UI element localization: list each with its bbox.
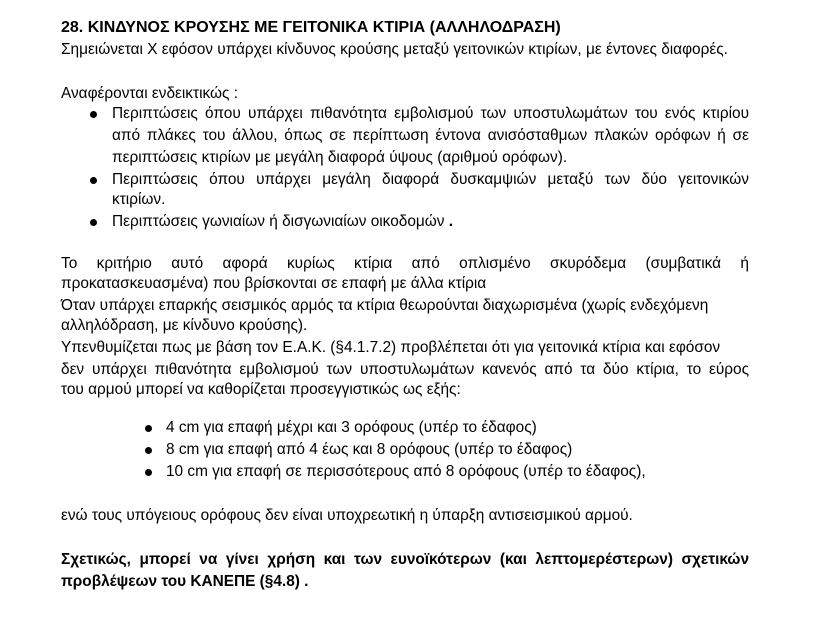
joints-closing: ενώ τους υπόγειους ορόφους δεν είναι υποχρεωτική η ύπαρξη αντισεισμικού αρμού. [61,507,633,524]
body-p3-line-2: δεν υπάρχει πιθανότητα εμβολισμού των υποστυλωμάτων κανενός από τα δύο κτίρια, το εύρος [61,361,749,378]
joint-item-1: 4 cm για επαφή μέχρι και 3 ορόφους (υπέρ το έδαφος) [166,419,537,436]
body-p1-line-2: προκατασκευασμένα) που βρίσκονται σε επαφή με άλλα κτίρια [61,275,487,292]
body-p3-line-3: του αρμού μπορεί να καθορίζεται προσεγγιστικώς ως εξής: [61,381,461,398]
example-item-3-line-1 [112,212,453,232]
bullet-icon [90,177,97,184]
example-item-3-period: . [448,213,454,230]
section-heading: 28. ΚΙΝΔΥΝΟΣ ΚΡΟΥΣΗΣ ΜΕ ΓΕΙΤΟΝΙΚΑ ΚΤΙΡΙΑ (ΑΛΛΗΛΟΔΡΑΣΗ) [61,19,561,36]
example-item-1-line-1: Περιπτώσεις όπου υπάρχει πιθανότητα εμβολισμού των υποστυλωμάτων του ενός κτιρίου [112,105,749,122]
body-p1-line-1: Το κριτήριο αυτό αφορά κυρίως κτίρια από οπλισμένο σκυρόδεμα (συμβατικά ή [61,255,749,272]
bullet-icon [145,447,152,454]
section-intro: Σημειώνεται Χ εφόσον υπάρχει κίνδυνος κρούσης μεταξύ γειτονικών κτιρίων, με έντονες διαφορές. [61,41,728,58]
body-p2-line-2: αλληλόδραση, με κίνδυνο κρούσης). [61,317,308,334]
body-p2-line-1: Όταν υπάρχει επαρκής σεισμικός αρμός τα κτίρια θεωρούνται διαχωρισμένα (χωρίς ενδεχόμενη [61,297,709,314]
body-p3-line-1: Υπενθυμίζεται πως με βάση τον Ε.Α.Κ. (§4.1.7.2) προβλέπεται ότι για γειτονικά κτίρια και εφόσον [61,339,721,356]
example-item-3-text: Περιπτώσεις γωνιαίων ή δισγωνιαίων οικοδομών [112,213,445,230]
joint-item-2: 8 cm για επαφή από 4 έως και 8 ορόφους (υπέρ το έδαφος) [166,441,573,458]
bullet-icon [90,219,97,226]
example-item-2-line-1: Περιπτώσεις όπου υπάρχει μεγάλη διαφορά δυσκαμψιών μεταξύ των δύο γειτονικών [112,171,749,188]
joint-item-3: 10 cm για επαφή σε περισσότερους από 8 ορόφους (υπέρ το έδαφος), [166,463,646,480]
example-item-2-line-2: κτιρίων. [112,191,166,208]
examples-lead: Αναφέρονται ενδεικτικώς : [61,85,238,102]
example-item-1-line-3: περιπτώσεις κτιρίων με μεγάλη διαφορά ύψους (αριθμού ορόφων). [112,149,568,166]
note-line-2: προβλέψεων του ΚΑΝΕΠΕ (§4.8) . [61,573,309,590]
bullet-icon [90,111,97,118]
note-line-1: Σχετικώς, μπορεί να γίνει χρήση και των ευνοϊκότερων (και λεπτομερέστερων) σχετικών [61,551,749,568]
bullet-icon [145,469,152,476]
bullet-icon [145,425,152,432]
example-item-1-line-2: από πλάκες του άλλου, όπως σε περίπτωση έντονα ανισόσταθμων πλακών ορόφων ή σε [112,127,749,144]
